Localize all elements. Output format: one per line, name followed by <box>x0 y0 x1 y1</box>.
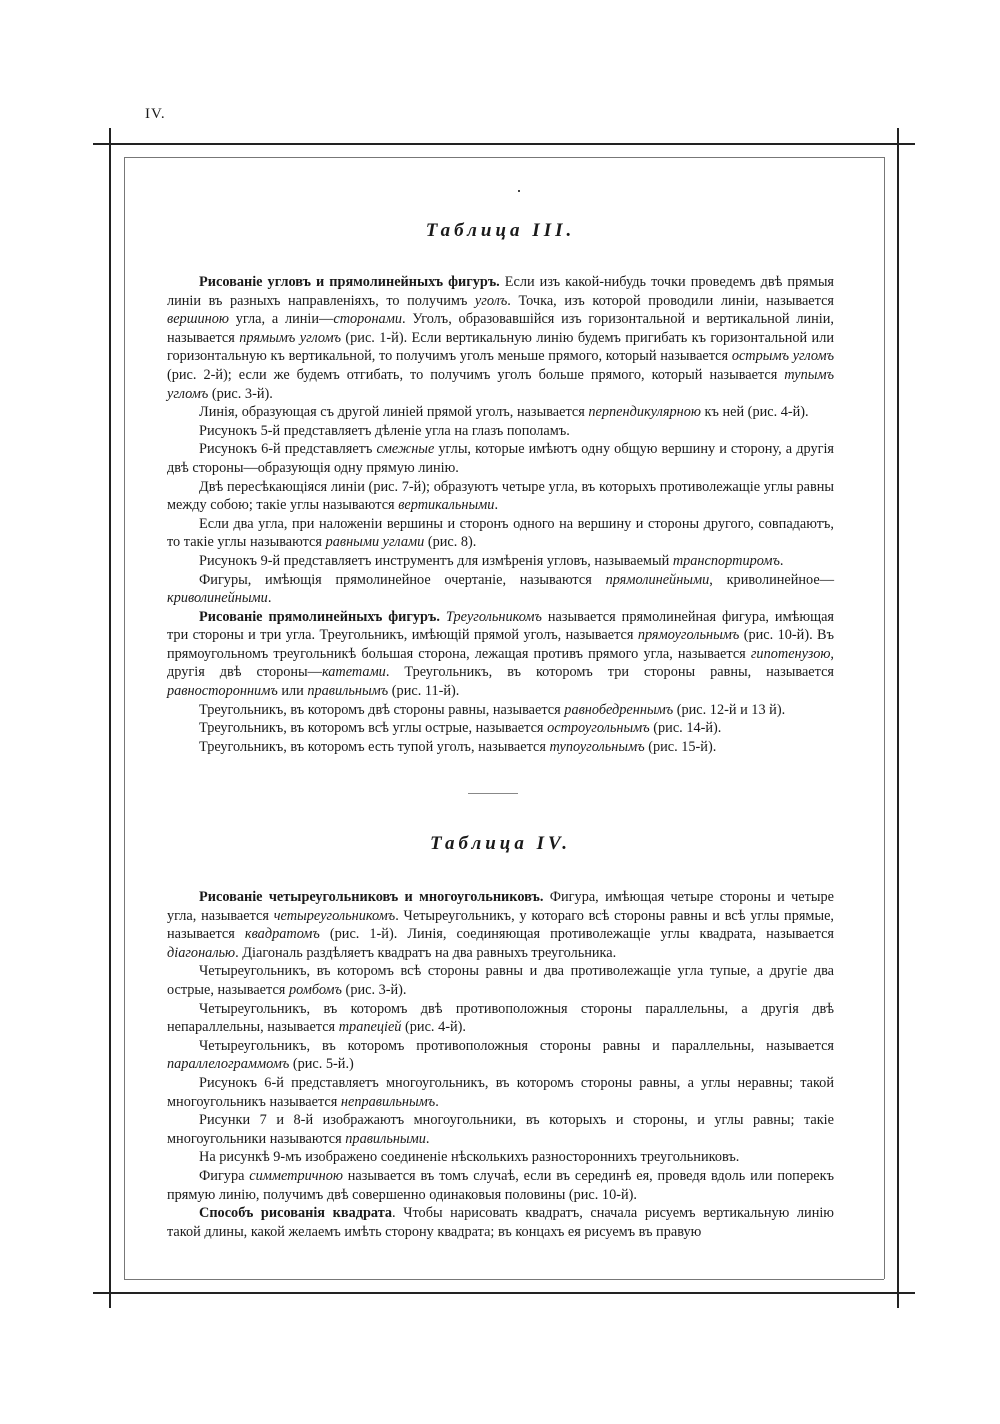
paragraph-text: (рис. 10-й). Въ прямоугольномъ треугольникѣ большая сторона, лежащая противъ прямого угла, называется <box>167 627 834 662</box>
paragraph-text: угла, а линіи— <box>228 311 334 328</box>
italic-term: трапеціей <box>338 1019 402 1036</box>
paragraph-text: (рис. 3-й). <box>208 385 273 402</box>
paragraph <box>167 478 834 515</box>
paragraph <box>167 440 834 477</box>
italic-term: діагональю <box>167 944 236 961</box>
italic-term: неправильнымъ <box>340 1093 436 1110</box>
paragraph-text: (рис. 4-й). <box>401 1019 466 1036</box>
paragraph <box>167 571 834 608</box>
paragraph <box>167 1000 834 1037</box>
paragraph-text: Фигура, имѣющая четыре стороны и четыре угла, называется <box>167 889 834 924</box>
italic-term: ромбомъ <box>288 981 342 998</box>
paragraph-text: (рис. 3-й). <box>341 981 407 998</box>
paragraph-text: Рисунокъ 9-й представляетъ инструментъ для измѣренія угловъ, называемый <box>199 552 673 569</box>
paragraph-text: , криволинейное— <box>709 571 835 588</box>
paragraph-text: называется прямолинейная фигура, имѣющая три стороны и три угла. Треугольникъ, имѣющій прямой уголъ, называется <box>167 608 835 644</box>
inner-frame-bottom <box>124 1279 884 1280</box>
paragraph <box>167 1148 834 1167</box>
paragraph-text: . <box>435 1093 439 1110</box>
paragraph <box>167 888 834 962</box>
paragraph-text: (рис. 8). <box>424 534 477 551</box>
paragraph-text: Треугольникъ, въ которомъ есть тупой уголъ, называется <box>199 738 550 755</box>
paragraph-text: Четыреугольникъ, въ которомъ двѣ противоположныя стороны параллельны, а другія двѣ непараллельны, называется <box>167 1000 834 1036</box>
italic-term: смежные <box>376 441 435 458</box>
paragraph-text: . Уголъ, образовавшійся изъ горизонтальной и вертикальной линіи, называется <box>167 311 834 346</box>
section-title: Таблица III. <box>425 220 576 241</box>
frame-top-line <box>93 143 915 145</box>
italic-term: катетами <box>321 664 386 681</box>
paragraph-text: . Точка, изъ которой проводили линіи, называется <box>507 292 834 309</box>
paragraph-text: Рисунокъ 6-й представляетъ многоугольникъ, въ которомъ стороны равны, а углы неравны; такой многоугольникъ называется <box>167 1074 834 1110</box>
paragraph <box>167 719 834 738</box>
paragraph-text: Фигура <box>199 1167 250 1184</box>
paragraph <box>167 608 834 701</box>
frame-right-line <box>897 128 899 1308</box>
italic-term: остроугольнымъ <box>547 720 650 737</box>
paragraph <box>167 701 834 720</box>
italic-term: транспортиромъ <box>672 552 780 569</box>
paragraph-text: углы, которые имѣютъ одну общую вершину и сторону, а другія двѣ стороны—образующія одну прямую линію. <box>167 441 835 476</box>
italic-term: четыреугольникомъ <box>273 907 396 924</box>
italic-term: криволинейными <box>167 590 268 607</box>
paragraph-text: Рисунокъ 6-й представляетъ <box>199 441 377 458</box>
italic-term: равностороннимъ <box>167 683 278 700</box>
paragraph <box>167 403 834 422</box>
italic-term: равными углами <box>325 534 425 551</box>
paragraph-text: Рисунки 7 и 8-й изображаютъ многоугольники, въ которыхъ и стороны, и углы равны; такіе многоугольники называются <box>167 1112 834 1147</box>
paragraph <box>167 738 834 757</box>
paragraph-text: , другія двѣ стороны— <box>167 645 834 681</box>
paragraph-text: (рис. 1-й). Линія, соединяющая противолежащіе углы квадрата, называется <box>319 926 835 943</box>
paragraph <box>167 1037 834 1074</box>
paragraph-text: Если изъ какой-нибудь точки проведемъ двѣ прямыя линіи въ разныхъ направленіяхъ, то получимъ <box>167 274 834 309</box>
paragraph <box>167 552 834 571</box>
paragraph-text: Треугольникъ, въ которомъ всѣ углы острые, называется <box>199 720 548 737</box>
paragraph-text: (рис. 11-й). <box>388 683 460 700</box>
paragraph <box>167 1111 834 1148</box>
paragraph-heading: Рисованіе прямолинейныхъ фигуръ. <box>199 608 440 625</box>
paragraph-text: (рис. 2-й); если же будемъ отгибать, то получимъ уголъ больше прямого, который называется <box>167 366 785 383</box>
italic-term: равнобедреннымъ <box>564 701 674 718</box>
paragraph-text: Четыреугольникъ, въ которомъ противоположныя стороны равны и параллельны, называется <box>199 1037 834 1054</box>
italic-term: параллелограммомъ <box>167 1056 290 1073</box>
italic-term: тупоугольнымъ <box>549 738 645 755</box>
paragraph-text: Линія, образующая съ другой линіей прямой уголъ, называется <box>199 404 589 421</box>
paragraph-text: . Чтобы нарисовать квадратъ, сначала рисуемъ вертикальную линію такой длины, какой желаемъ имѣть сторону квадрата; въ концахъ ея рисуемъ въ правую <box>167 1205 834 1240</box>
paragraph-heading: Рисованіе угловъ и прямолинейныхъ фигуръ. <box>199 274 500 290</box>
paragraph <box>167 273 834 403</box>
section-table-4 <box>167 833 834 1241</box>
paragraph-text: На рисункѣ 9-мъ изображено соединеніе нѣсколькихъ разностороннихъ треугольниковъ. <box>199 1149 740 1166</box>
section-title: Таблица IV. <box>430 833 571 854</box>
paragraph-text: (рис. 1-й). Если вертикальную линію будемъ пригибать къ горизонтальной или горизонтальную къ вертикальной, то получимъ уголъ меньше прямого, который называется <box>167 329 834 365</box>
paragraph-text: . <box>267 590 272 607</box>
paragraph <box>167 962 834 999</box>
paragraph-text: къ ней (рис. 4-й). <box>700 404 809 421</box>
page-number: IV. <box>145 106 166 122</box>
frame-bottom-line <box>93 1292 915 1294</box>
paragraph-text: . Діагональ раздѣляетъ квадратъ на два равныхъ треугольника. <box>235 944 617 961</box>
paragraph-text: называется въ томъ случаѣ, если въ серединѣ ея, проведя вдоль или поперекъ прямую линію, получимъ двѣ совершенно одинаковыя половины (рис. 10-й). <box>167 1167 834 1203</box>
section-separator <box>468 793 518 794</box>
section-body <box>167 888 834 1241</box>
paragraph-text: . <box>494 497 499 514</box>
paragraph-text: (рис. 14-й). <box>649 720 722 737</box>
paragraph-text: Рисунокъ 5-й представляетъ дѣленіе угла на глазъ пополамъ. <box>199 422 570 439</box>
paragraph-text: . <box>779 552 784 569</box>
italic-term: прямолинейными <box>605 571 710 588</box>
inner-frame-top <box>124 157 884 158</box>
italic-term: правильнымъ <box>307 683 389 700</box>
paragraph-text: . Треугольникъ, въ которомъ три стороны равны, называется <box>385 664 834 681</box>
paragraph-text: (рис. 12-й и 13 й). <box>673 701 786 718</box>
italic-term: вертикальными <box>398 497 495 514</box>
paragraph <box>167 422 834 441</box>
frame-left-line <box>109 128 111 1308</box>
italic-term: правильными <box>345 1130 426 1147</box>
paragraph-heading: Способъ рисованія квадрата <box>199 1205 393 1222</box>
paragraph-text: или <box>277 683 308 700</box>
italic-term: квадратомъ <box>244 926 320 943</box>
italic-term: гипотенузою <box>750 645 831 662</box>
italic-term: симметричною <box>249 1167 343 1184</box>
paragraph <box>167 1167 834 1204</box>
italic-term: острымъ угломъ <box>731 348 834 365</box>
paragraph-text: Четыреугольникъ, въ которомъ всѣ стороны равны и два противолежащіе угла тупые, а другіе два острые, называется <box>167 963 834 998</box>
paragraph-text: Фигуры, имѣющія прямолинейное очертаніе, называются <box>199 571 606 588</box>
paragraph-text: . Четыреугольникъ, у котораго всѣ стороны равны и всѣ углы прямые, называется <box>167 907 834 943</box>
italic-term: вершиною <box>167 311 229 328</box>
inner-frame-left <box>124 157 125 1279</box>
italic-term: Треугольникомъ <box>445 608 542 625</box>
paragraph-text: (рис. 5-й.) <box>289 1056 354 1073</box>
paragraph <box>167 515 834 552</box>
paragraph-heading: Рисованіе четыреугольниковъ и многоугольниковъ. <box>199 889 544 905</box>
paragraph-text: Треугольникъ, въ которомъ двѣ стороны равны, называется <box>199 701 565 718</box>
paragraph-text: Если два угла, при наложеніи вершины и сторонъ одного на вершину и стороны другого, совпадаютъ, то такіе углы называются <box>167 515 834 551</box>
section-body <box>167 273 834 756</box>
inner-frame-right <box>884 157 885 1279</box>
italic-term: уголъ <box>474 292 508 309</box>
ornament-dot <box>518 190 520 192</box>
paragraph <box>167 1204 834 1241</box>
paragraph-text: . <box>425 1130 430 1147</box>
italic-term: прямоугольнымъ <box>637 627 740 644</box>
italic-term: прямымъ угломъ <box>239 329 342 346</box>
italic-term: перпендикулярною <box>588 404 701 421</box>
paragraph <box>167 1074 834 1111</box>
italic-term: тупымъ угломъ <box>167 366 834 402</box>
paragraph-text: Двѣ пересѣкающіяся линіи (рис. 7-й); образуютъ четыре угла, въ которыхъ противолежащіе углы равны между собою; такіе углы называются <box>167 478 834 514</box>
paragraph-text: (рис. 15-й). <box>644 738 717 755</box>
section-table-3 <box>167 220 834 756</box>
italic-term: сторонами <box>333 311 402 328</box>
